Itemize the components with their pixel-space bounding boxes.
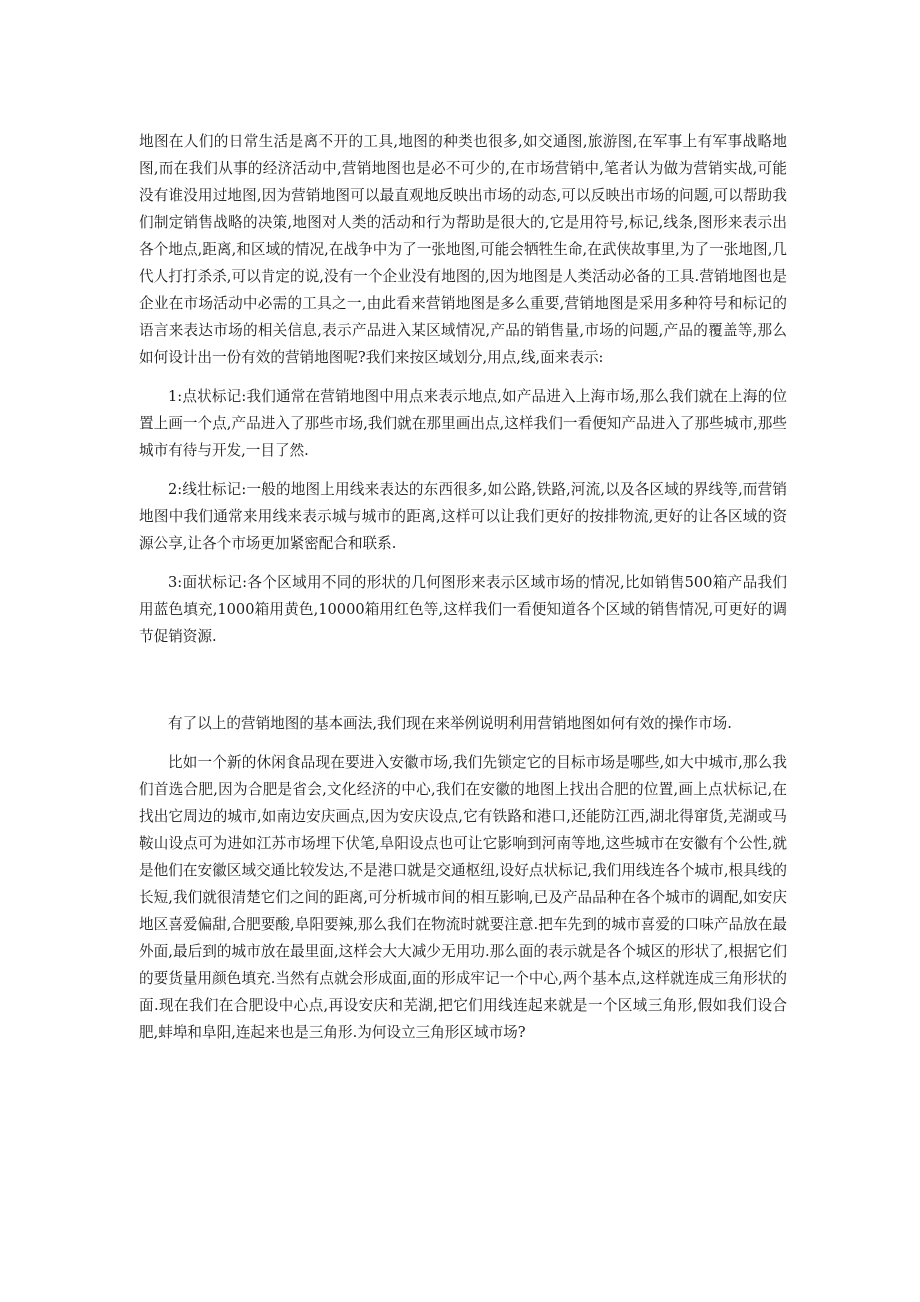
area-marker-paragraph: 3:面状标记:各个区域用不同的形状的几何图形来表示区域市场的情况,比如销售500箱产品我们用蓝色填充,1000箱用黄色,10000箱用红色等,这样我们一看便知道各个区域的销售情况,可更好的调节促销资源. bbox=[139, 574, 787, 645]
anhui-example-paragraph: 比如一个新的休闲食品现在要进入安徽市场,我们先锁定它的目标市场是哪些,如大中城市,那么我们首选合肥,因为合肥是省会,文化经济的中心,我们在安徽的地图上找出合肥的位置,画上点状标记,在找出它周边的城市,如南边安庆画点,因为安庆设点,它有铁路和港口,还能防江西,湖北得窜货,芜湖或马鞍山设点可为进如江苏市场埋下伏笔,阜阳设点也可让它影响到河南等地,这些城市在安徽有个公性,就是他们在安徽区域交通比较发达,不是港口就是交通枢纽,设好点状标记,我们用线连各个城市,根具线的长短,我们就很清楚它们之间的距离,可分析城市间的相互影响,已及产品品种在各个城市的调配,如安庆地区喜爱偏甜,合肥要酸,阜阳要辣,那么我们在物流时就要注意.把车先到的城市喜爱的口味产品放在最外面,最后到的城市放在最里面,这样会大大减少无用功.那么面的表示就是各个城区的形状了,根据它们的要货量用颜色填充.当然有点就会形成面,面的形成牢记一个中心,两个基本点,这样就连成三角形状的面.现在我们在合肥设中心点,再设安庆和芜湖,把它们用线连起来就是一个区域三角形,假如我们设合肥,蚌埠和阜阳,连起来也是三角形.为何设立三角形区域市场? bbox=[139, 754, 787, 1041]
point-marker-paragraph: 1:点状标记:我们通常在营销地图中用点来表示地点,如产品进入上海市场,那么我们就在上海的位置上画一个点,产品进入了那些市场,我们就在那里画出点,这样我们一看便知产品进入了那些城市,那些城市有待与开发,一目了然. bbox=[139, 388, 787, 459]
line-marker-paragraph: 2:线壮标记:一般的地图上用线来表达的东西很多,如公路,铁路,河流,以及各区域的界线等,而营销地图中我们通常来用线来表示城与城市的距离,这样可以让我们更好的按排物流,更好的让各区域的资源公享,让各个市场更加紧密配合和联系. bbox=[139, 481, 787, 552]
example-intro-paragraph: 有了以上的营销地图的基本画法,我们现在来举例说明利用营销地图如何有效的操作市场. bbox=[168, 715, 732, 732]
intro-paragraph: 地图在人们的日常生活是离不开的工具,地图的种类也很多,如交通图,旅游图,在军事上有军事战略地图,而在我们从事的经济活动中,营销地图也是必不可少的,在市场营销中,笔者认为做为营销实战,可能没有谁没用过地图,因为营销地图可以最直观地反映出市场的动态,可以反映出市场的问题,可以帮助我们制定销售战略的决策,地图对人类的活动和行为帮助是很大的,它是用符号,标记,线条,图形来表示出各个地点,距离,和区域的情况,在战争中为了一张地图,可能会牺牲生命,在武侠故事里,为了一张地图,几代人打打杀杀,可以肯定的说,没有一个企业没有地图的,因为地图是人类活动必备的工具.营销地图也是企业在市场活动中必需的工具之一,由此看来营销地图是多么重要,营销地图是采用多种符号和标记的语言来表达市场的相关信息,表示产品进入某区域情况,产品的销售量,市场的问题,产品的覆盖等,那么如何设计出一份有效的营销地图呢?我们来按区域划分,用点,线,面来表示: bbox=[139, 133, 787, 366]
document-body bbox=[139, 128, 787, 1046]
